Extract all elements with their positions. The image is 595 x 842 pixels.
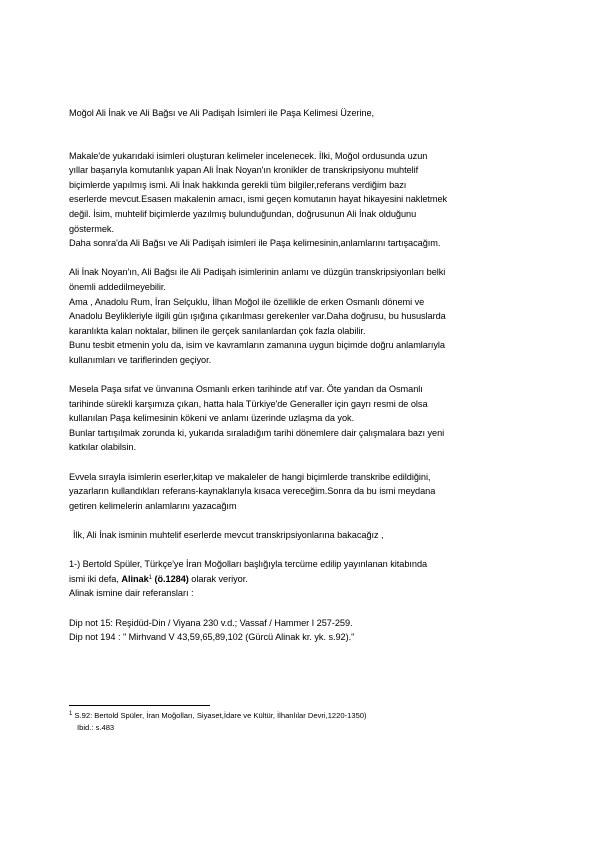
text-line: biçimlerde yapılmış ismi. Ali İnak hakkında gerekli tüm bilgiler,referans verdiğim bazı [69,179,407,190]
dipnot-194: Dip not 194 : " Mirhvand V 43,59,65,89,102 (Gürcü Alinak kr. yk. s.92)." [69,632,355,643]
dipnot-list [69,616,539,645]
footnote-separator [69,705,210,706]
text-line: kullanımları ve tariflerinden geçiyor. [69,354,212,365]
reference-item-1 [69,557,539,601]
text-line: Anadolu Beylikleriyle ilgili gün ışığına çıkarılması gerekenler var.Daha doğrusu, bu hususlarda [69,311,446,322]
paragraph-importance [69,265,539,367]
text-line: yazarların kullandıkları referans-kaynaklarıyla kısaca vereceğim.Sonra da bu ismi meydana [69,486,436,497]
text-line: Mesela Paşa sıfat ve ünvanına Osmanlı erken tarihinde atıf var. Öte yandan da Osmanlı [69,384,423,395]
text-line: Alinak ismine dair referansları : [69,588,194,599]
footnote-marker[interactable]: 1 [148,574,152,581]
text-line: getiren kelimelerin anlamlarını yazacağım [69,500,237,511]
paragraph-transcriptions-intro: İlk, Ali İnak isminin muhtelif eserlerde mevcut transkripsiyonlarına bakacağız , [73,530,384,541]
paragraph-intro [69,149,539,251]
death-date: (ö.1284) [151,573,189,584]
footnote-text: S.92: Bertold Spüler, İran Moğolları, Siyaset,İdare ve Kültür, İlhanlılar Devri,1220-1350) [72,711,367,720]
paragraph-method [69,470,539,514]
text-line: Ama , Anadolu Rum, İran Selçuklu, İlhan Moğol ile özellikle de erken Osmanlı dönemi ve [69,296,425,307]
text-line: karanlıkta kalan noktalar, bilinen ile gerçek sanılanlardan çok fazla olabilir. [69,325,366,336]
document-title: Moğol Ali İnak ve Ali Bağsı ve Ali Padişah İsimleri ile Paşa Kelimesi Üzerine, [69,108,375,118]
dipnot-15: Dip not 15: Reşidüd-Din / Viyana 230 v.d.; Vassaf / Hammer I 257-259. [69,617,353,628]
footnote-number: 1 [69,711,73,717]
text-segment: olarak veriyor. [188,573,248,584]
text-line: göstermek. [69,223,114,234]
paragraph-pasa [69,382,539,455]
text-segment: ismi iki defa, [69,573,122,584]
text-line: Makale'de yukarıdaki isimleri oluşturan kelimeler incelenecek. İlki, Moğol ordusunda uzun [69,150,428,161]
text-line: katkılar olabilsin. [69,442,136,453]
text-line: yıllar başarıyla komutanlık yapan Ali İnak Noyan'ın kronikler de transkripsiyonu muhtelif [69,165,419,176]
text-line: önemli addedilmeyebilir. [69,281,166,292]
text-line: değil. İsim, muhtelif biçimlerde yazılmış bulunduğundan, doğrusunun Ali İnak olduğunu [69,208,417,219]
text-line: 1-) Bertold Spüler, Türkçe'ye İran Moğolları başlığıyla tercüme edilip yayınlanan kitabında [69,559,428,570]
text-line: Daha sonra'da Ali Bağsı ve Ali Padişah isimleri ile Paşa kelimesinin,anlamlarını tartışacağım. [69,238,441,249]
text-line [69,572,539,587]
text-line: eserlerde mevcut.Esasen makalenin amacı, ismi geçen komutanın hayat hikayesini nakletmek [69,194,448,205]
alinak-name: Alinak [121,573,149,584]
footnote [69,710,539,733]
text-line: Bunlar tartışılmak zorunda ki, yukarıda sıraladığım tarihi dönemlere dair çalışmalara bazı yeni [69,427,445,438]
text-line: Bunu tesbit etmenin yolu da, isim ve kavramların zamanına uygun biçimde doğru anlamlarıyla [69,340,445,351]
text-line: Evvela sırayla isimlerin eserler,kitap ve makaleler de hangi biçimlerde transkribe edildiğini, [69,471,431,482]
text-line: Ali İnak Noyan'ın, Ali Bağsı ile Ali Padişah isimlerinin anlamı ve düzgün transkripsiyonları belki [69,267,446,278]
text-line: tarihinde sürekli karşımıza çıkan, hatta hala Türkiye'de Generaller için gayrı resmi de olsa [69,398,428,409]
text-line: kullanılan Paşa kelimesinin kökeni ve anlamı üzerinde uzlaşma da yok. [69,413,355,424]
footnote-ibid: Ibid.: s.483 [77,722,115,732]
footnote-line [69,710,539,722]
body-text [69,106,539,645]
